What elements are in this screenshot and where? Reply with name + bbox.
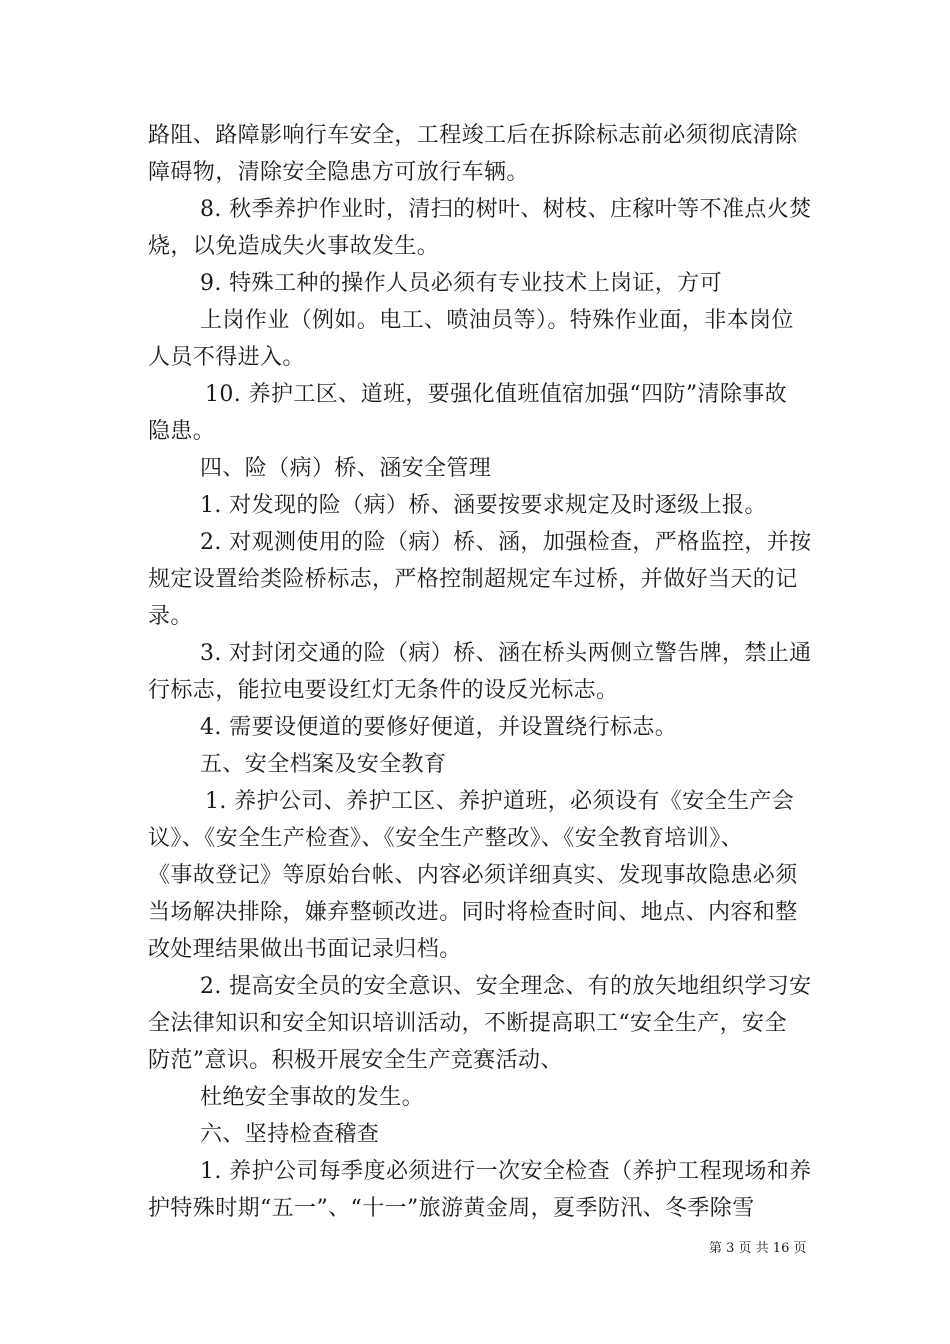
body-line: 改处理结果做出书面记录归档。 (148, 937, 462, 962)
body-line: 当场解决排除，嫌弃整顿改进。同时将检查时间、地点、内容和整 (148, 900, 798, 925)
section-heading: 四、险（病）桥、涵安全管理 (200, 456, 492, 481)
body-line: 2. 对观测使用的险（病）桥、涵，加强检查，严格监控，并按 (200, 530, 812, 555)
body-line: 3. 对封闭交通的险（病）桥、涵在桥头两侧立警告牌，禁止通 (200, 641, 812, 666)
body-line: 隐患。 (148, 419, 216, 444)
body-line: 1. 养护公司、养护工区、养护道班，必须设有《安全生产会 (205, 789, 795, 814)
body-line: 1. 对发现的险（病）桥、涵要按要求规定及时逐级上报。 (200, 493, 767, 518)
body-line: 行标志，能拉电要设红灯无条件的设反光标志。 (148, 678, 619, 703)
body-line: 路阻、路障影响行车安全，工程竣工后在拆除标志前必须彻底清除 (148, 123, 798, 148)
body-line: 规定设置给类险桥标志，严格控制超规定车过桥，并做好当天的记 (148, 567, 798, 592)
body-line: 9. 特殊工种的操作人员必须有专业技术上岗证，方可 (200, 271, 722, 296)
section-heading: 六、坚持检查稽查 (200, 1122, 380, 1147)
body-line: 4. 需要设便道的要修好便道，并设置绕行标志。 (200, 715, 678, 740)
body-line: 防范”意识。积极开展安全生产竞赛活动、 (148, 1048, 563, 1073)
body-line: 上岗作业（例如。电工、喷油员等）。特殊作业面，非本岗位 (200, 308, 794, 333)
body-line: 1. 养护公司每季度必须进行一次安全检查（养护工程现场和养 (200, 1159, 812, 1184)
body-line: 《事故登记》等原始台帐、内容必须详细真实、发现事故隐患必须 (148, 863, 798, 888)
body-line: 护特殊时期“五一”、“十一”旅游黄金周，夏季防汛、冬季除雪 (148, 1196, 755, 1221)
body-line: 人员不得进入。 (148, 345, 305, 370)
body-line: 杜绝安全事故的发生。 (200, 1085, 425, 1110)
body-line: 全法律知识和安全知识培训活动，不断提高职工“安全生产，安全 (148, 1011, 787, 1036)
body-line: 录。 (148, 604, 193, 629)
body-line: 烧，以免造成失火事故发生。 (148, 234, 440, 259)
body-line: 8. 秋季养护作业时，清扫的树叶、树枝、庄稼叶等不准点火焚 (200, 197, 812, 222)
body-line: 10. 养护工区、道班，要强化值班值宿加强“四防”清除事故 (205, 382, 788, 407)
page-number: 第 3 页 共 16 页 (709, 1241, 807, 1256)
body-line: 障碍物，清除安全隐患方可放行车辆。 (148, 160, 529, 185)
section-heading: 五、安全档案及安全教育 (200, 752, 447, 777)
body-line: 议》、《安全生产检查》、《安全生产整改》、《安全教育培训》、 (148, 826, 744, 851)
body-line: 2. 提高安全员的安全意识、安全理念、有的放矢地组织学习安 (200, 974, 812, 999)
